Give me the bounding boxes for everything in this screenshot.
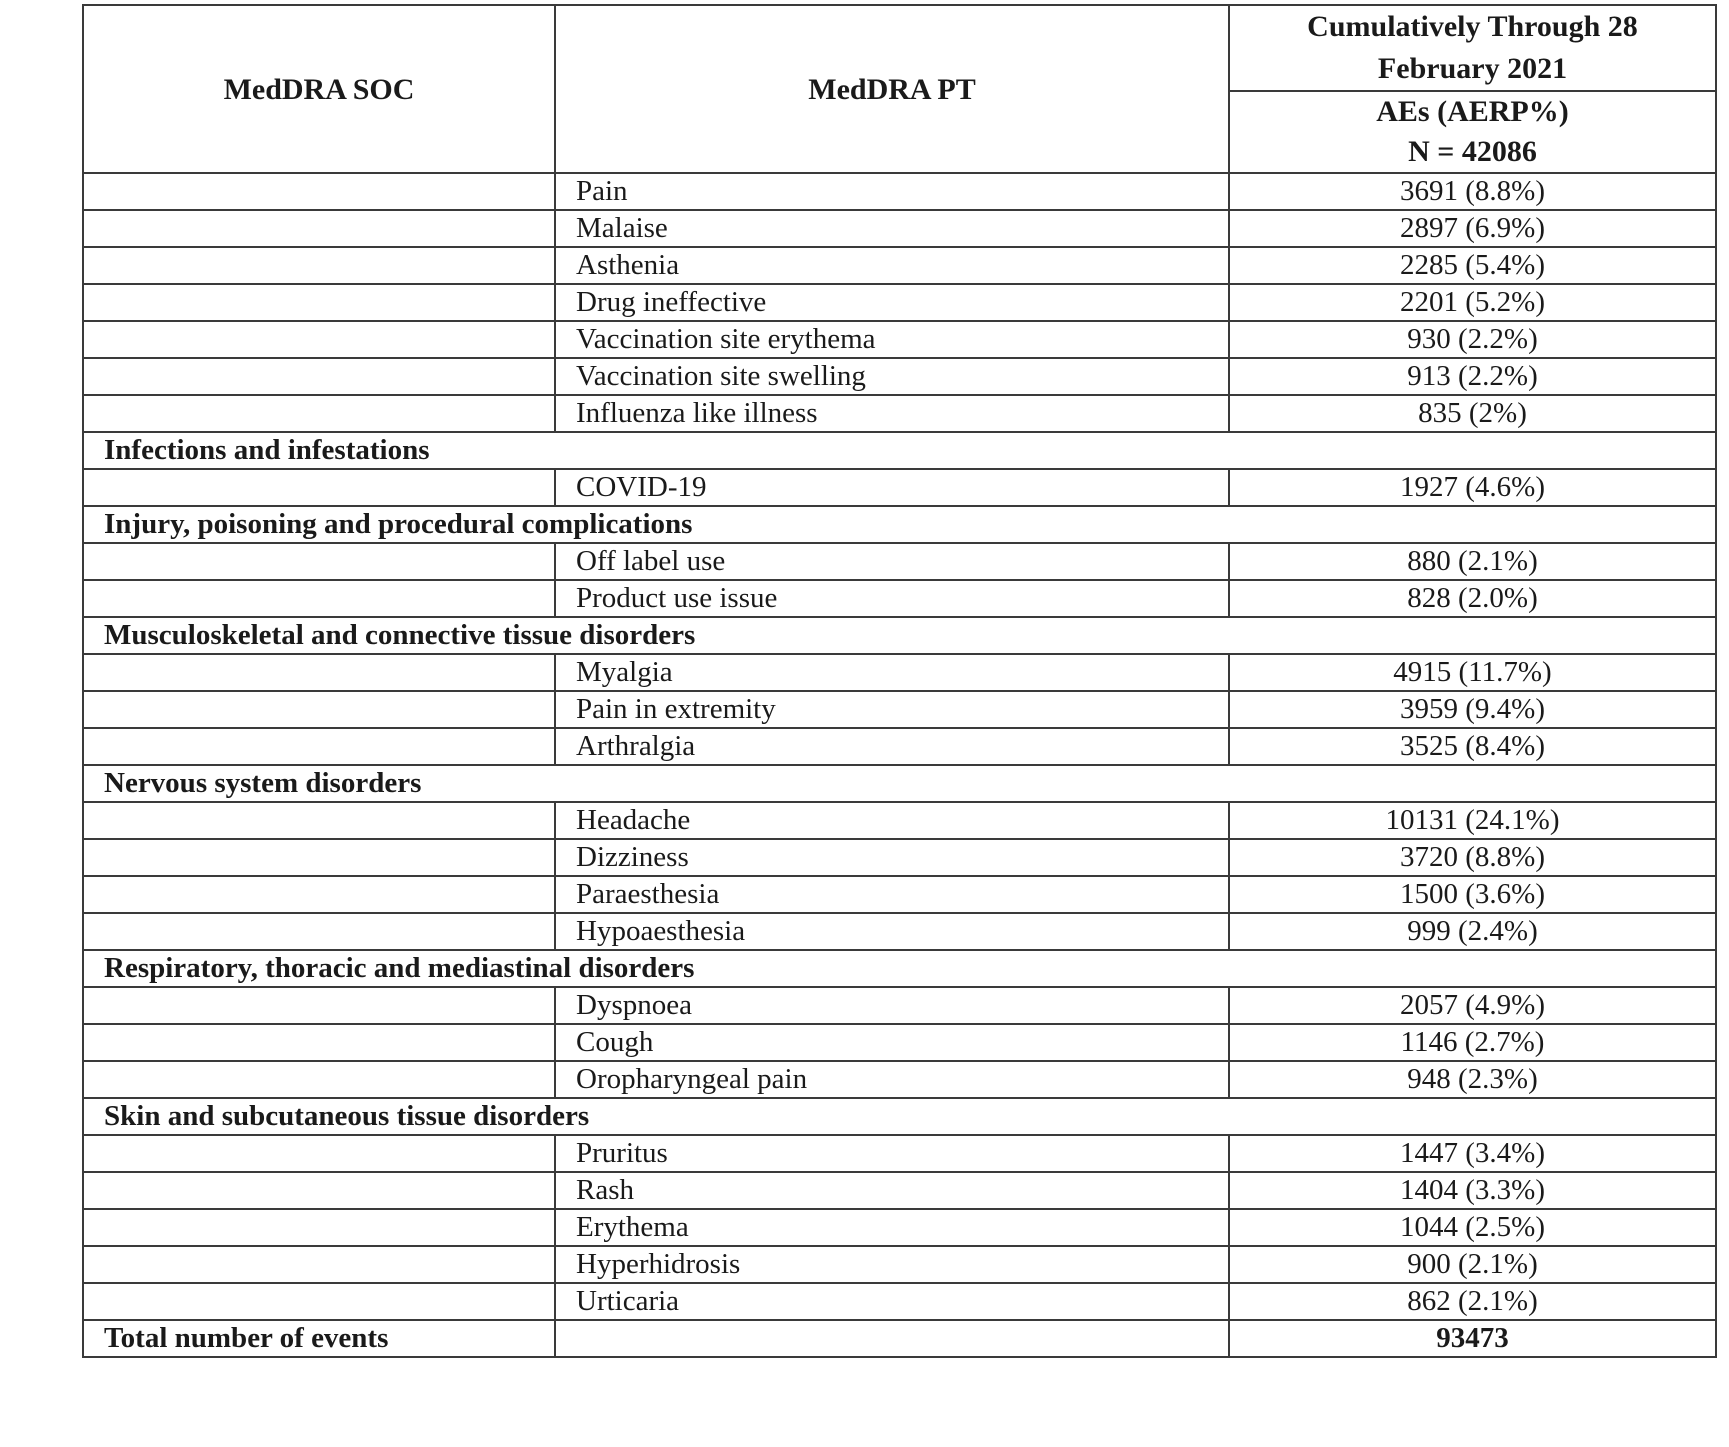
pt-cell: Arthralgia (555, 728, 1229, 765)
soc-cell (83, 543, 555, 580)
table-row (83, 876, 1716, 913)
ae-value-cell: 2201 (5.2%) (1229, 284, 1716, 321)
soc-label: Skin and subcutaneous tissue disorders (83, 1098, 1716, 1135)
adverse-events-table (82, 4, 1717, 1358)
soc-row (83, 432, 1716, 469)
pt-cell: Asthenia (555, 247, 1229, 284)
soc-cell (83, 1172, 555, 1209)
pt-cell: Product use issue (555, 580, 1229, 617)
soc-cell (83, 1061, 555, 1098)
table-row (83, 469, 1716, 506)
soc-row (83, 765, 1716, 802)
soc-cell (83, 987, 555, 1024)
ae-value-cell: 4915 (11.7%) (1229, 654, 1716, 691)
soc-label: Nervous system disorders (83, 765, 1716, 802)
table-row (83, 728, 1716, 765)
table-row (83, 284, 1716, 321)
ae-value-cell: 1500 (3.6%) (1229, 876, 1716, 913)
ae-value-cell: 10131 (24.1%) (1229, 802, 1716, 839)
soc-cell (83, 284, 555, 321)
pt-cell: Rash (555, 1172, 1229, 1209)
ae-value-cell: 1044 (2.5%) (1229, 1209, 1716, 1246)
table-row (83, 1209, 1716, 1246)
table-row (83, 247, 1716, 284)
pt-cell: Vaccination site swelling (555, 358, 1229, 395)
soc-label: Musculoskeletal and connective tissue disorders (83, 617, 1716, 654)
soc-cell (83, 654, 555, 691)
pt-cell: Malaise (555, 210, 1229, 247)
pt-cell: Headache (555, 802, 1229, 839)
soc-cell (83, 802, 555, 839)
table-row (83, 1061, 1716, 1098)
ae-value-cell: 999 (2.4%) (1229, 913, 1716, 950)
ae-value-cell: 913 (2.2%) (1229, 358, 1716, 395)
ae-value-cell: 1447 (3.4%) (1229, 1135, 1716, 1172)
ae-value-cell: 835 (2%) (1229, 395, 1716, 432)
ae-value-cell: 930 (2.2%) (1229, 321, 1716, 358)
soc-row (83, 950, 1716, 987)
soc-cell (83, 173, 555, 210)
pt-cell: Hypoaesthesia (555, 913, 1229, 950)
soc-cell (83, 728, 555, 765)
table-row (83, 1135, 1716, 1172)
soc-cell (83, 321, 555, 358)
period-header-line1: Cumulatively Through 28 (1307, 10, 1638, 43)
soc-cell (83, 839, 555, 876)
ae-value-cell: 2897 (6.9%) (1229, 210, 1716, 247)
soc-row (83, 506, 1716, 543)
ae-value-cell: 3525 (8.4%) (1229, 728, 1716, 765)
table-row (83, 1246, 1716, 1283)
soc-cell (83, 1209, 555, 1246)
soc-cell (83, 1135, 555, 1172)
ae-value-cell: 862 (2.1%) (1229, 1283, 1716, 1320)
period-column-header (1229, 5, 1716, 91)
pt-cell: Pruritus (555, 1135, 1229, 1172)
pt-cell: Dizziness (555, 839, 1229, 876)
soc-cell (83, 913, 555, 950)
pt-cell: Vaccination site erythema (555, 321, 1229, 358)
pt-cell: Off label use (555, 543, 1229, 580)
pt-cell: Drug ineffective (555, 284, 1229, 321)
table-row (83, 210, 1716, 247)
table-row (83, 987, 1716, 1024)
ae-value-cell: 3959 (9.4%) (1229, 691, 1716, 728)
soc-cell (83, 580, 555, 617)
ae-value-cell: 1146 (2.7%) (1229, 1024, 1716, 1061)
soc-row (83, 617, 1716, 654)
table-row (83, 580, 1716, 617)
soc-cell (83, 469, 555, 506)
pt-cell: Hyperhidrosis (555, 1246, 1229, 1283)
pt-cell: Erythema (555, 1209, 1229, 1246)
ae-value-cell: 2285 (5.4%) (1229, 247, 1716, 284)
soc-row (83, 1098, 1716, 1135)
total-pt-cell (555, 1320, 1229, 1357)
table-row (83, 839, 1716, 876)
pt-cell: Cough (555, 1024, 1229, 1061)
table-row (83, 543, 1716, 580)
table-row (83, 802, 1716, 839)
table-body (83, 5, 1716, 1357)
ae-value-cell: 880 (2.1%) (1229, 543, 1716, 580)
soc-cell (83, 1024, 555, 1061)
table-row (83, 1283, 1716, 1320)
table-row (83, 321, 1716, 358)
soc-cell (83, 1246, 555, 1283)
soc-label: Injury, poisoning and procedural complications (83, 506, 1716, 543)
soc-cell (83, 358, 555, 395)
soc-cell (83, 691, 555, 728)
period-header-line2: February 2021 (1377, 52, 1568, 85)
table-row (83, 395, 1716, 432)
soc-label: Infections and infestations (83, 432, 1716, 469)
soc-cell (83, 1283, 555, 1320)
pt-cell: Pain in extremity (555, 691, 1229, 728)
pt-cell: Myalgia (555, 654, 1229, 691)
pt-cell: Dyspnoea (555, 987, 1229, 1024)
soc-cell (83, 876, 555, 913)
ae-value-cell: 2057 (4.9%) (1229, 987, 1716, 1024)
table-row (83, 358, 1716, 395)
soc-cell (83, 395, 555, 432)
pt-column-header: MedDRA PT (555, 5, 1229, 173)
table-row (83, 654, 1716, 691)
table-row (83, 173, 1716, 210)
pt-cell: Pain (555, 173, 1229, 210)
table-row (83, 1024, 1716, 1061)
ae-value-cell: 828 (2.0%) (1229, 580, 1716, 617)
pt-cell: Influenza like illness (555, 395, 1229, 432)
ae-value-cell: 3691 (8.8%) (1229, 173, 1716, 210)
soc-cell (83, 247, 555, 284)
soc-column-header: MedDRA SOC (83, 5, 555, 173)
total-row (83, 1320, 1716, 1357)
pt-cell: COVID-19 (555, 469, 1229, 506)
table-row (83, 913, 1716, 950)
pt-cell: Urticaria (555, 1283, 1229, 1320)
header-row-top (83, 5, 1716, 91)
total-label: Total number of events (83, 1320, 555, 1357)
aes-header-line1: AEs (AERP%) (1376, 95, 1569, 128)
ae-value-cell: 900 (2.1%) (1229, 1246, 1716, 1283)
aes-header-line2: N = 42086 (1408, 135, 1537, 168)
ae-value-cell: 1404 (3.3%) (1229, 1172, 1716, 1209)
soc-cell (83, 210, 555, 247)
total-value: 93473 (1229, 1320, 1716, 1357)
table-row (83, 1172, 1716, 1209)
ae-value-cell: 3720 (8.8%) (1229, 839, 1716, 876)
ae-value-cell: 1927 (4.6%) (1229, 469, 1716, 506)
soc-label: Respiratory, thoracic and mediastinal disorders (83, 950, 1716, 987)
pt-cell: Paraesthesia (555, 876, 1229, 913)
pt-cell: Oropharyngeal pain (555, 1061, 1229, 1098)
aes-column-header (1229, 91, 1716, 173)
table-row (83, 691, 1716, 728)
ae-value-cell: 948 (2.3%) (1229, 1061, 1716, 1098)
